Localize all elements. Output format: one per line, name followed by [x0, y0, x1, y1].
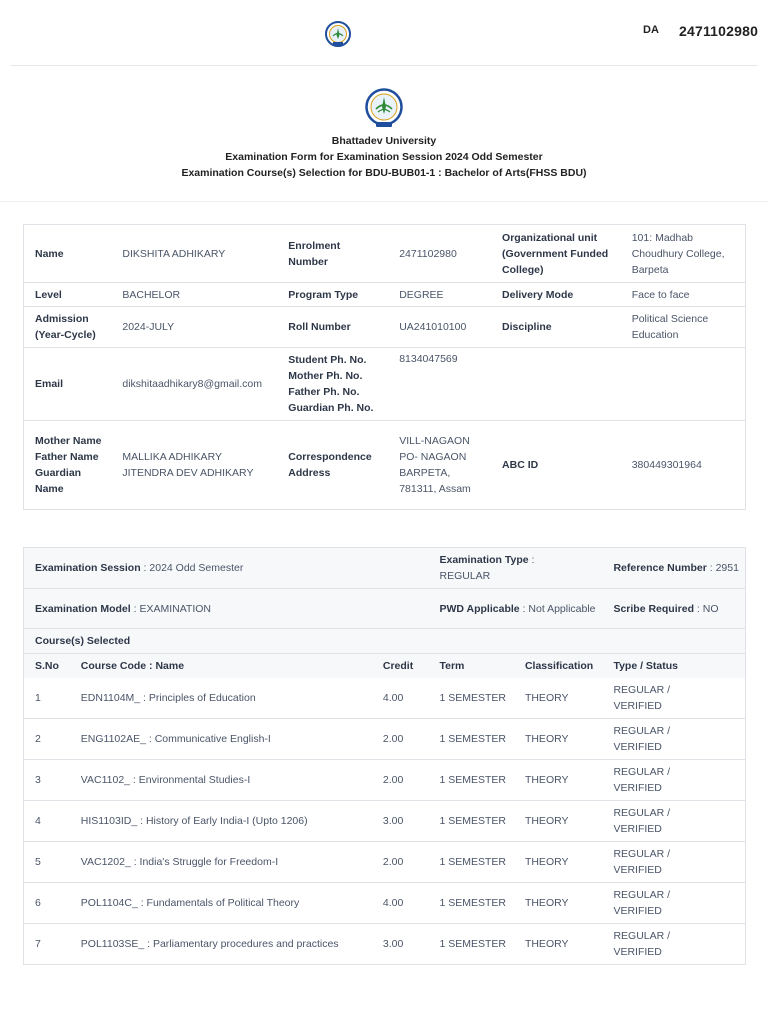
table-row: [24, 283, 746, 307]
student-phone: 8134047569: [399, 353, 458, 365]
course-rows: [24, 678, 746, 965]
course-credit: 2.00: [372, 719, 429, 760]
address-line: BARPETA,: [399, 467, 451, 479]
column-header: Credit: [372, 654, 429, 678]
table-row: [24, 589, 746, 629]
enrolment-number: 2471102980: [399, 247, 457, 260]
table-row: [24, 924, 746, 965]
course-name: VAC1202_ : India's Struggle for Freedom-I: [70, 842, 372, 883]
reference-number-label: Reference Number: [613, 562, 707, 574]
course-status: VERIFIED: [613, 741, 662, 753]
course-type-status: [602, 924, 745, 965]
column-header: S.No: [24, 654, 70, 678]
parent-values: [111, 421, 277, 510]
exam-type-value: REGULAR: [439, 570, 491, 582]
course-name: VAC1102_ : Environmental Studies-I: [70, 760, 372, 801]
course-credit: 2.00: [372, 760, 429, 801]
abc-id-label: ABC ID: [491, 421, 621, 510]
roll-number-label: Roll Number: [277, 307, 388, 348]
course-type: REGULAR /: [613, 766, 671, 778]
course-classification: THEORY: [524, 691, 569, 704]
course-type: REGULAR /: [613, 889, 671, 901]
enrolment-number-top: 2471102980: [679, 23, 759, 39]
column-header: Term: [429, 654, 514, 678]
program-type-label: Program Type: [277, 283, 388, 307]
discipline-label: Discipline: [491, 307, 621, 348]
table-row: [24, 225, 746, 283]
university-name: Bhattadev University: [331, 135, 437, 147]
admission: 2024-JULY: [111, 307, 277, 348]
exam-type-label: Examination Type: [439, 554, 529, 566]
course-credit: 3.00: [372, 801, 429, 842]
table-row: [24, 883, 746, 924]
course-type: REGULAR /: [613, 930, 671, 942]
delivery-mode-label: Delivery Mode: [491, 283, 621, 307]
course-sno: 4: [24, 801, 70, 842]
pwd-applicable: PWD Applicable : Not Applicable: [429, 589, 603, 629]
table-row: [24, 548, 746, 589]
address-line: 781311, Assam: [399, 483, 471, 495]
address: [388, 421, 491, 510]
discipline: Political Science Education: [621, 307, 746, 348]
course-name: POL1104C_ : Fundamentals of Political Theory: [70, 883, 372, 924]
course-term: 1 SEMESTER: [429, 842, 514, 883]
exam-model: Examination Model : EXAMINATION: [24, 589, 429, 629]
course-term: 1 SEMESTER: [429, 924, 514, 965]
course-credit: 4.00: [372, 883, 429, 924]
course-status: VERIFIED: [613, 699, 662, 712]
table-row: [24, 760, 746, 801]
course-term: 1 SEMESTER: [429, 760, 514, 801]
form-title: Examination Form for Examination Session 2024 Odd Semester: [225, 151, 543, 163]
course-classification: THEORY: [514, 842, 603, 883]
header-divider: [0, 201, 768, 202]
phone-labels: [277, 348, 388, 421]
course-type: REGULAR /: [613, 807, 671, 819]
top-bar: [0, 0, 768, 66]
course-classification: THEORY: [514, 719, 603, 760]
course-name: EDN1104M_ : Principles of Education: [80, 691, 256, 704]
course-type: REGULAR /: [613, 683, 671, 696]
scribe-required: Scribe Required : NO: [602, 589, 745, 629]
table-row: [24, 421, 746, 510]
exam-session: Examination Session : 2024 Odd Semester: [24, 548, 429, 589]
course-type-status: [602, 719, 745, 760]
table-row: [24, 678, 746, 719]
reference-number-value: 2951: [715, 562, 739, 574]
course-name: HIS1103ID_ : History of Early India-I (Upto 1206): [70, 801, 372, 842]
course-credit: 2.00: [372, 842, 429, 883]
abc-id: 380449301964: [621, 421, 746, 510]
table-row: [24, 348, 746, 421]
university-logo-icon: [325, 21, 351, 47]
university-seal-icon: [364, 88, 404, 128]
course-name: ENG1102AE_ : Communicative English-I: [70, 719, 372, 760]
course-sno: 5: [24, 842, 70, 883]
scribe-required-value: NO: [702, 602, 719, 615]
email: dikshitaadhikary8@gmail.com: [111, 348, 277, 421]
mother-name: MALLIKA ADHIKARY: [122, 451, 222, 463]
exam-session-label: Examination Session: [35, 562, 141, 574]
guardian-phone-label: Guardian Ph. No.: [288, 402, 374, 414]
course-selection-title: Examination Course(s) Selection for BDU-BUB01-1 : Bachelor of Arts(FHSS BDU): [181, 167, 587, 179]
course-type-status: [602, 678, 745, 719]
address-line: VILL-NAGAON: [399, 435, 470, 447]
mother-name-label: Mother Name: [35, 435, 102, 447]
exam-type: Examination Type : REGULAR: [429, 548, 603, 589]
course-type-status: [602, 883, 745, 924]
table-row: [24, 719, 746, 760]
enrolment-label: Enrolment Number: [288, 239, 341, 268]
exam-model-label: Examination Model: [35, 602, 131, 615]
table-row: [24, 629, 746, 654]
course-status: VERIFIED: [613, 782, 662, 794]
course-sno: 3: [24, 760, 70, 801]
exam-session-value: 2024 Odd Semester: [149, 562, 244, 574]
course-sno: 7: [24, 924, 70, 965]
course-term: 1 SEMESTER: [429, 801, 514, 842]
address-label: Correspondence Address: [277, 421, 388, 510]
course-sno: 1: [35, 691, 41, 704]
da-label: DA: [643, 24, 659, 36]
mother-phone-label: Mother Ph. No.: [288, 370, 363, 382]
course-type: REGULAR /: [613, 848, 671, 860]
guardian-name-label: Guardian Name: [35, 467, 82, 495]
column-header: Course Code : Name: [70, 654, 372, 678]
parent-labels: [24, 421, 112, 510]
reference-number: Reference Number : 2951: [602, 548, 745, 589]
delivery-mode: Face to face: [621, 283, 746, 307]
course-status: VERIFIED: [613, 864, 662, 876]
course-sno: 6: [24, 883, 70, 924]
course-type-status: [602, 760, 745, 801]
pwd-value: Not Applicable: [528, 602, 596, 615]
father-name-label: Father Name: [35, 451, 99, 463]
table-row: [24, 842, 746, 883]
course-status: VERIFIED: [613, 946, 662, 958]
table-row: [24, 307, 746, 348]
course-name: POL1103SE_ : Parliamentary procedures and practices: [70, 924, 372, 965]
father-name: JITENDRA DEV ADHIKARY: [122, 467, 254, 479]
course-type: REGULAR /: [613, 725, 671, 737]
roll-number: UA241010100: [388, 307, 491, 348]
admission-label: Admission (Year-Cycle): [24, 307, 112, 348]
course-term: 1 SEMESTER: [429, 719, 514, 760]
course-type-status: [602, 801, 745, 842]
course-classification: THEORY: [514, 801, 603, 842]
course-credit: 3.00: [372, 924, 429, 965]
student-details-table: [23, 224, 746, 510]
course-classification: THEORY: [514, 760, 603, 801]
student-name: DIKSHITA ADHIKARY: [122, 247, 226, 260]
course-status: VERIFIED: [613, 905, 662, 917]
org-unit: 101: Madhab Choudhury College, Barpeta: [631, 231, 725, 276]
email-label: Email: [24, 348, 112, 421]
course-type-status: [602, 842, 745, 883]
father-phone-label: Father Ph. No.: [288, 386, 360, 398]
table-header-row: [24, 654, 746, 678]
level: BACHELOR: [111, 283, 277, 307]
scribe-required-label: Scribe Required: [613, 602, 694, 615]
phone-values: [388, 348, 491, 421]
org-unit-label: Organizational unit (Government Funded College): [502, 231, 609, 276]
course-term: 1 SEMESTER: [439, 691, 507, 704]
address-line: PO- NAGAON: [399, 451, 467, 463]
course-term: 1 SEMESTER: [429, 883, 514, 924]
student-phone-label: Student Ph. No.: [288, 354, 367, 366]
program-type: DEGREE: [388, 283, 491, 307]
course-sno: 2: [24, 719, 70, 760]
column-header: Type / Status: [602, 654, 745, 678]
course-classification: THEORY: [514, 924, 603, 965]
course-credit: 4.00: [382, 691, 404, 704]
course-status: VERIFIED: [613, 823, 662, 835]
column-header: Classification: [514, 654, 603, 678]
pwd-label: PWD Applicable: [439, 602, 520, 615]
level-label: Level: [24, 283, 112, 307]
form-header: [0, 66, 768, 202]
course-classification: THEORY: [514, 883, 603, 924]
courses-selected-label: Course(s) Selected: [24, 629, 746, 654]
name-label: Name: [35, 247, 64, 260]
exam-model-value: EXAMINATION: [139, 602, 212, 615]
examination-table: [23, 547, 746, 965]
table-row: [24, 801, 746, 842]
